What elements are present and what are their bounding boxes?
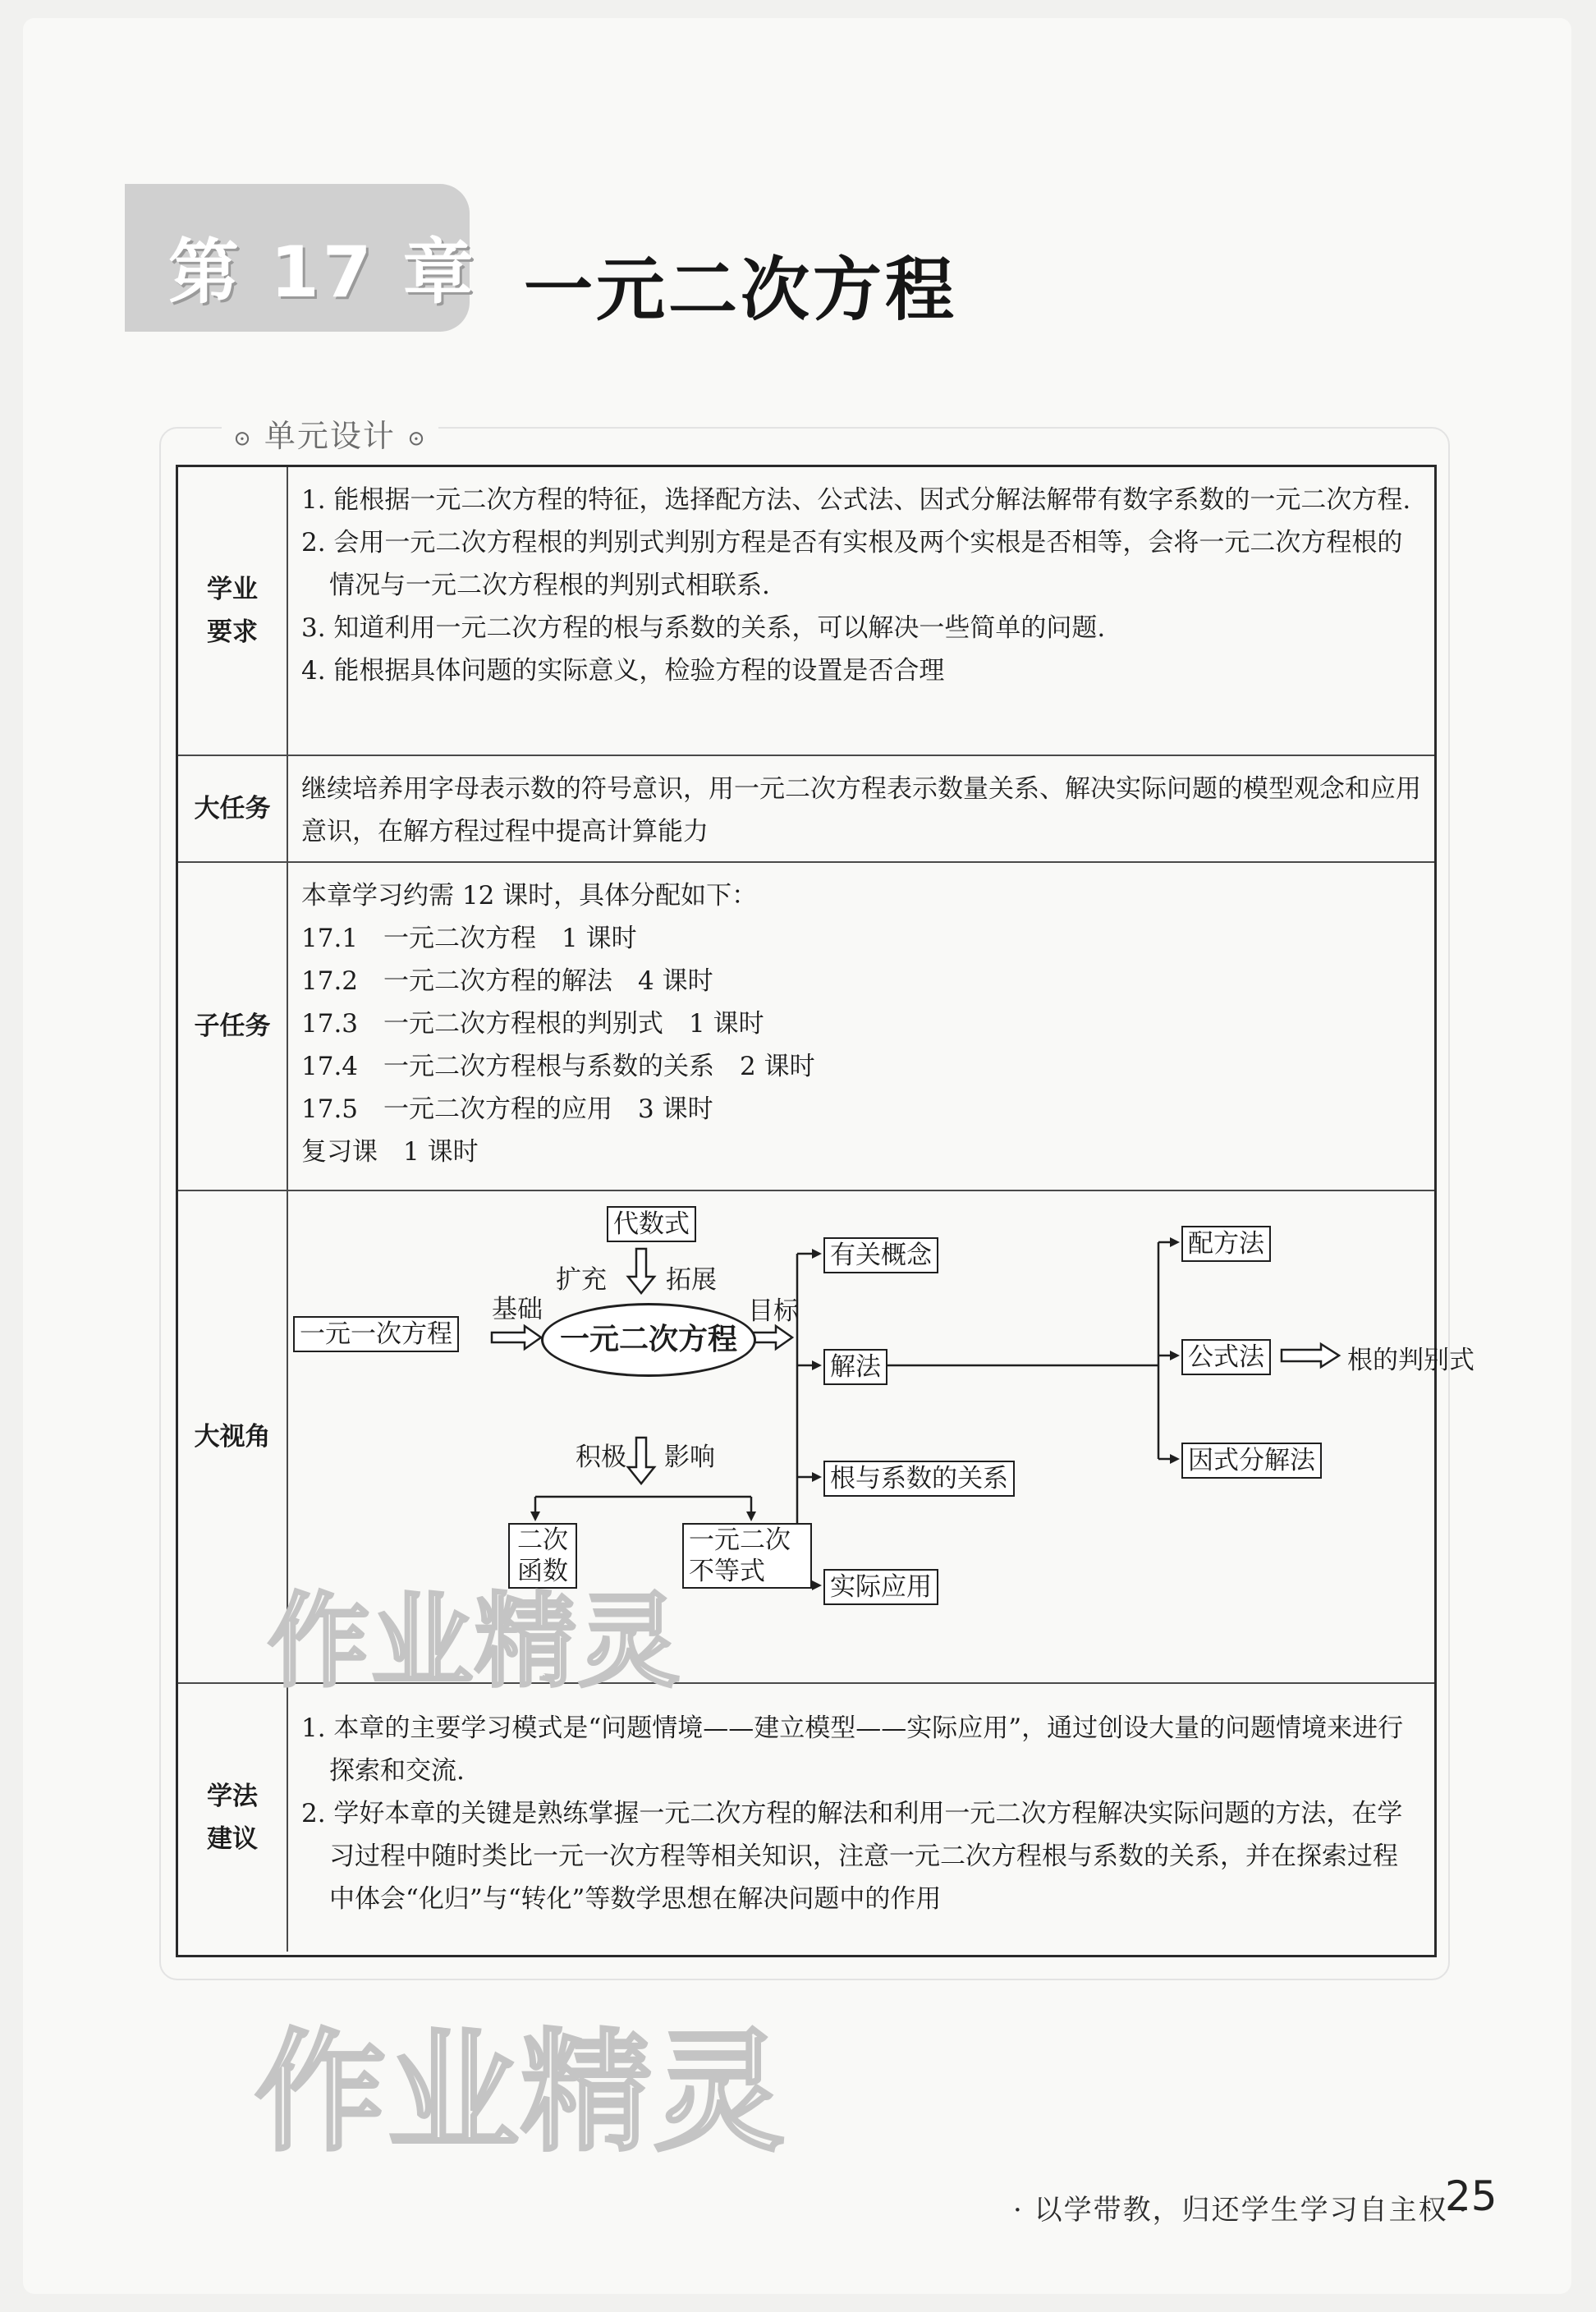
list-item: 2. 学好本章的关键是熟练掌握一元二次方程的解法和利用一元二次方程解决实际问题的方法，在学习过程中随时类比一元一次方程等相关知识，注意一元二次方程根与系数的关系，并在探索过程中体会“化归”与“转化”等数学思想在解决问题中的作用 — [301, 1799, 1403, 1914]
watermark: 作业精灵 — [268, 1583, 682, 1701]
linear-equation-box: 一元一次方程 — [293, 1316, 459, 1352]
quadratic-inequality-box: 一元二次 不等式 — [682, 1523, 812, 1589]
list-item: 1. 能根据一元二次方程的特征，选择配方法、公式法、因式分解法解带有数字系数的一元二次方程. — [301, 485, 1411, 515]
list-item: 复习课 1 课时 — [301, 1137, 479, 1167]
row-label: 大视角 — [194, 1422, 271, 1452]
page-number: 25 — [1445, 2172, 1497, 2220]
positive-label: 积极 — [576, 1443, 626, 1472]
completing-square-box: 配方法 — [1181, 1226, 1271, 1262]
row-content — [301, 874, 1421, 1173]
branch-roots-coefficients-box: 根与系数的关系 — [823, 1461, 1015, 1497]
branch-concepts-box: 有关概念 — [823, 1237, 938, 1273]
branch-solutions-box: 解法 — [823, 1349, 887, 1385]
goal-label: 目标 — [748, 1296, 799, 1326]
quadratic-equation-node: 一元二次方程 — [541, 1303, 756, 1377]
quadratic-function-box: 二次 函数 — [508, 1523, 577, 1589]
section-header — [222, 411, 438, 456]
list-item: 本章学习约需 12 课时，具体分配如下： — [301, 881, 758, 911]
list-item: 2. 会用一元二次方程根的判别式判别方程是否有实根及两个实根是否相等，会将一元二次方程根的情况与一元二次方程根的判别式相联系. — [301, 528, 1403, 600]
formula-method-box: 公式法 — [1181, 1339, 1271, 1375]
list-item: 17.1 一元二次方程 1 课时 — [301, 924, 637, 953]
list-item: 4. 能根据具体问题的实际意义，检验方程的设置是否合理 — [301, 656, 945, 686]
row-content: 继续培养用字母表示数的符号意识，用一元二次方程表示数量关系、解决实际问题的模型观念和应用意识，在解方程过程中提高计算能力 — [301, 774, 1421, 846]
list-item: 17.4 一元二次方程根与系数的关系 2 课时 — [301, 1052, 815, 1081]
list-item: 1. 本章的主要学习模式是“问题情境——建立模型——实际应用”，通过创设大量的问题情境来进行探索和交流. — [301, 1713, 1404, 1786]
list-item: 17.5 一元二次方程的应用 3 课时 — [301, 1094, 713, 1124]
bullet-icon: ⊙ — [407, 426, 427, 452]
table-row — [178, 467, 1434, 756]
section-title: 单元设计 — [264, 418, 396, 454]
row-content — [301, 1707, 1421, 1920]
discriminant-label: 根的判别式 — [1347, 1346, 1474, 1375]
table-row — [178, 756, 1434, 863]
expand-label: 扩充 — [556, 1265, 607, 1295]
basis-label: 基础 — [492, 1295, 543, 1324]
unit-design-table — [176, 465, 1474, 1957]
factoring-box: 因式分解法 — [1181, 1443, 1322, 1479]
extend-label: 拓展 — [666, 1265, 717, 1295]
chapter-label: 第 17 章 — [168, 232, 477, 314]
list-item: 17.3 一元二次方程根的判别式 1 课时 — [301, 1009, 764, 1039]
branch-applications-box: 实际应用 — [823, 1569, 938, 1605]
table-row — [178, 1684, 1434, 1952]
row-content — [301, 479, 1421, 692]
row-label: 学业 要求 — [207, 575, 258, 647]
table-row — [178, 863, 1434, 1191]
footer-slogan: · 以学带教，归还学生学习自主权 · — [1013, 2194, 1470, 2227]
influence-label: 影响 — [664, 1443, 715, 1472]
row-label: 学法 建议 — [207, 1782, 258, 1854]
list-item: 17.2 一元二次方程的解法 4 课时 — [301, 966, 713, 996]
row-label: 大任务 — [194, 794, 271, 823]
list-item: 3. 知道利用一元二次方程的根与系数的关系，可以解决一些简单的问题. — [301, 613, 1106, 643]
algebraic-expression-box: 代数式 — [607, 1206, 696, 1242]
bullet-icon: ⊙ — [233, 426, 253, 452]
watermark: 作业精灵 — [255, 2016, 787, 2169]
chapter-title: 一元二次方程 — [524, 250, 958, 330]
row-label: 子任务 — [194, 1012, 271, 1041]
